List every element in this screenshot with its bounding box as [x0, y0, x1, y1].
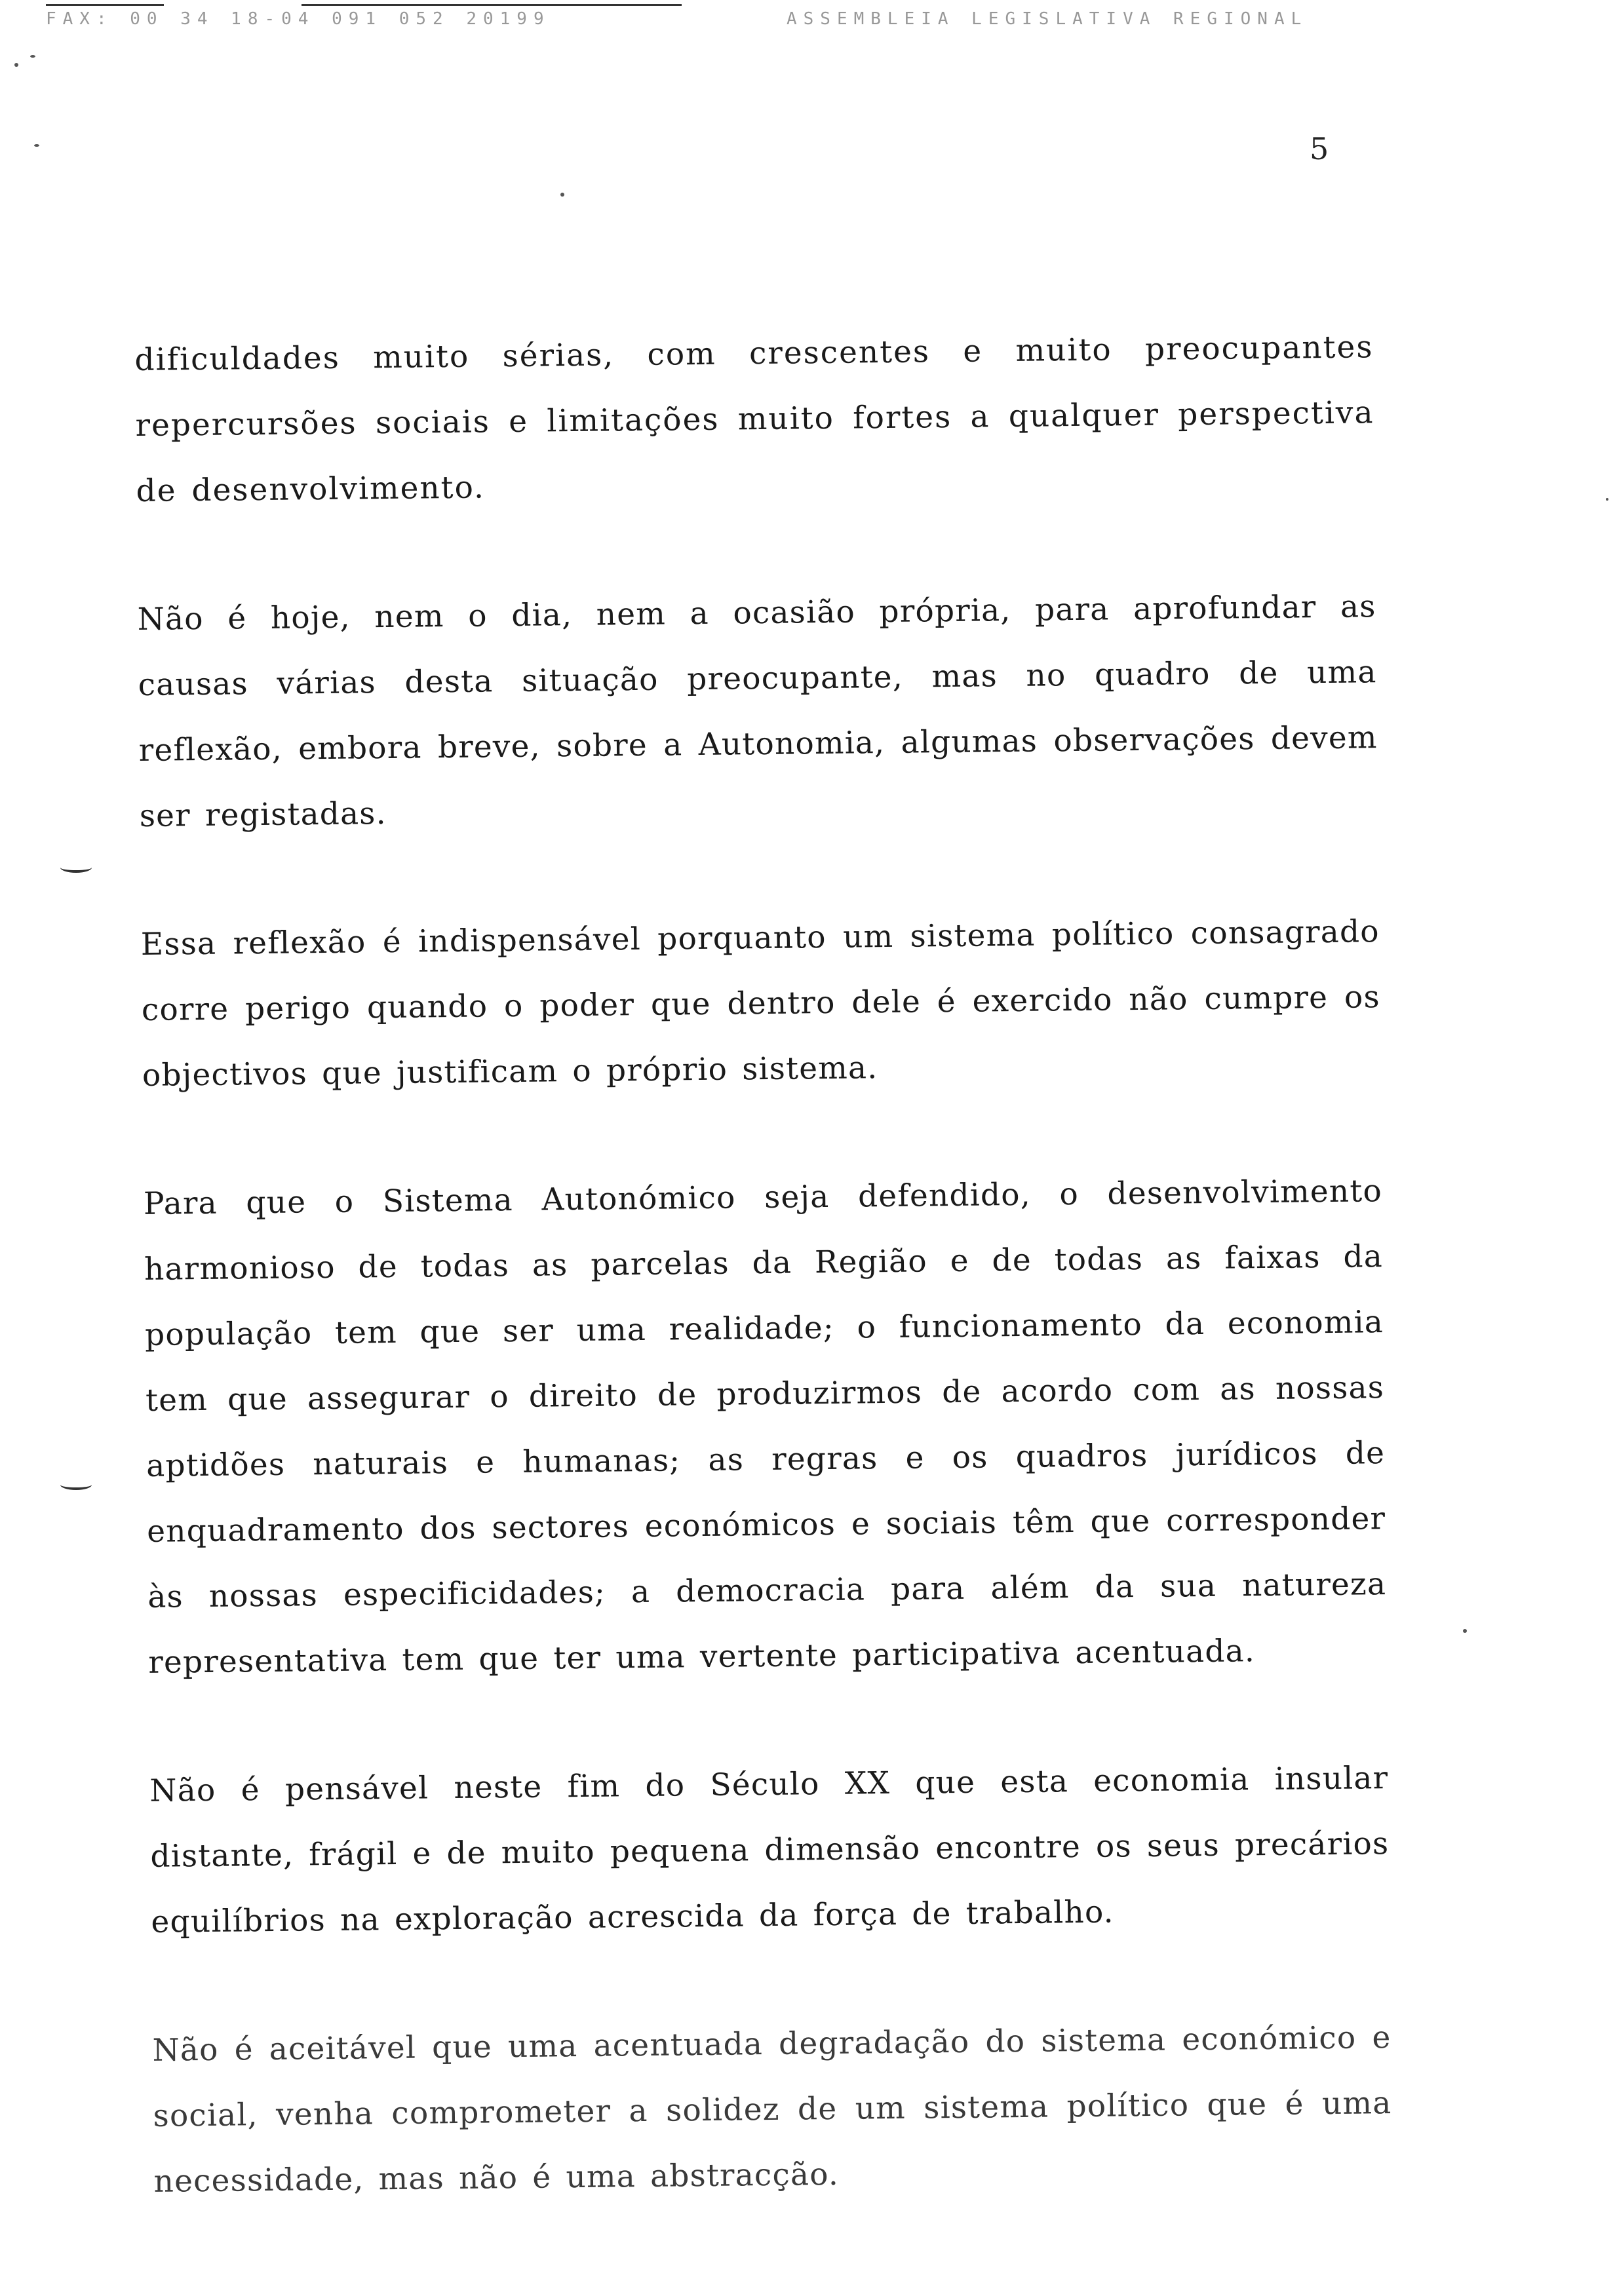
- paragraph: dificuldades muito sérias, com crescentes e muito preocupantes repercursões sociais e limitações muito fortes a qualquer perspectiva de desenvolvimento.: [134, 329, 1374, 509]
- fax-header-right: ASSEMBLEIA LEGISLATIVA REGIONAL: [787, 9, 1308, 29]
- page-number: 5: [1310, 131, 1329, 166]
- scan-speck: [14, 63, 18, 67]
- fax-header-left: FAX: 00 34 18-04 091 052 20199: [46, 9, 551, 29]
- header-rule: [46, 4, 164, 6]
- scan-speck: [30, 55, 35, 58]
- scan-speck: [1463, 1629, 1467, 1633]
- paragraph: Para que o Sistema Autonómico seja defendido, o desenvolvimento harmonioso de todas as parcelas da Região e de todas as faixas da população tem que ser uma realidade; o funcionamento da economia tem que assegurar o direito de produzirmos de acordo com as nossas aptidões naturais e humanas; as regras e os quadros jurídicos de enquadramento dos sectores económicos e sociais têm que corresponder às nossas especificidades; a democracia para além da sua natureza representativa tem que ter uma vertente participativa acentuada.: [143, 1173, 1387, 1681]
- scan-speck: [34, 144, 39, 147]
- paragraph: Essa reflexão é indispensável porquanto um sistema político consagrado corre perigo quando o poder que dentro dele é exercido não cumpre os objectivos que justificam o próprio sistema.: [140, 913, 1381, 1094]
- margin-mark: [60, 1480, 92, 1490]
- document-body: [134, 315, 1393, 2278]
- paragraph: Não é aceitável que uma acentuada degradação do sistema económico e social, venha comprometer a solidez de um sistema político que é uma necessidade, mas não é uma abstracção.: [152, 2019, 1392, 2200]
- paragraph: Não é pensável neste fim do Século XX que esta economia insular distante, frágil e de muito pequena dimensão encontre os seus precários equilíbrios na exploração acrescida da força de trabalho.: [149, 1760, 1390, 1940]
- paragraph: Não é hoje, nem o dia, nem a ocasião própria, para aprofundar as causas várias desta situação preocupante, mas no quadro de uma reflexão, embora breve, sobre a Autonomia, algumas observações devem ser registadas.: [137, 588, 1378, 834]
- fax-transmission-header: [39, 4, 1547, 28]
- scan-speck: [1606, 498, 1608, 501]
- scan-speck: [560, 193, 564, 197]
- header-rule: [302, 4, 682, 6]
- margin-mark: [60, 862, 92, 873]
